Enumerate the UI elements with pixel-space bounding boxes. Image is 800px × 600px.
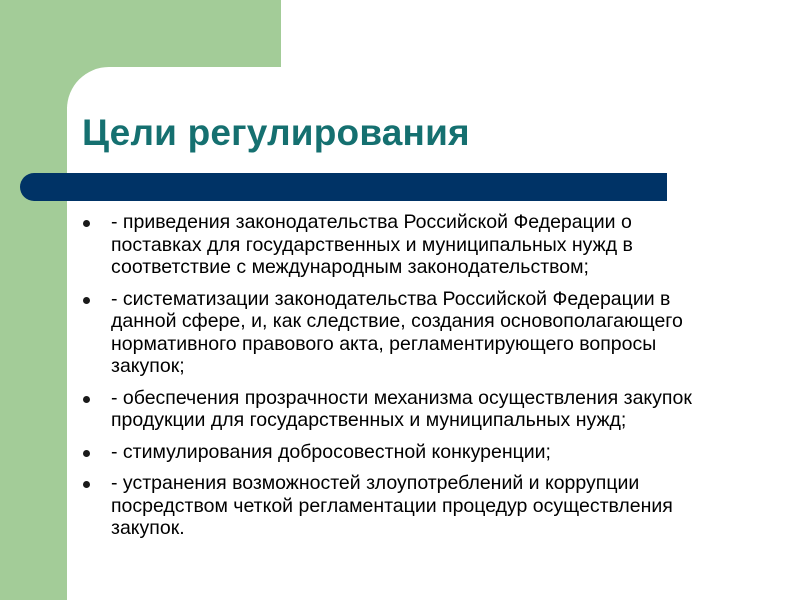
bullet-text: - устранения возможностей злоупотреблений и коррупции посредством четкой регламентации процедур осуществления закупок. — [111, 472, 673, 539]
bullet-text: - обеспечения прозрачности механизма осуществления закупок продукции для государственных и муниципальных нужд; — [111, 386, 692, 431]
bullet-item — [83, 211, 723, 279]
bullet-dot-icon — [83, 450, 90, 457]
bullet-list — [83, 211, 723, 549]
bullet-text: - систематизации законодательства Российской Федерации в данной сфере, и, как следствие, создания основополагающего нормативного правового акта, регламентирующего вопросы закупок; — [111, 287, 683, 377]
bullet-dot-icon — [83, 220, 90, 227]
bullet-item — [83, 441, 723, 464]
green-top-band — [0, 0, 281, 67]
slide-title: Цели регулирования — [82, 112, 470, 153]
bullet-text: - приведения законодательства Российской Федерации о поставках для государственных и муниципальных нужд в соответствие с международным законодательством; — [111, 211, 633, 278]
bullet-dot-icon — [83, 396, 90, 403]
bullet-dot-icon — [83, 297, 90, 304]
bullet-item — [83, 387, 723, 432]
bullet-text: - стимулирования добросовестной конкуренции; — [111, 440, 551, 463]
title-underline-bar — [20, 173, 667, 201]
bullet-item — [83, 288, 723, 378]
green-side-band — [0, 0, 67, 600]
bullet-dot-icon — [83, 481, 90, 488]
bullet-item — [83, 472, 723, 540]
